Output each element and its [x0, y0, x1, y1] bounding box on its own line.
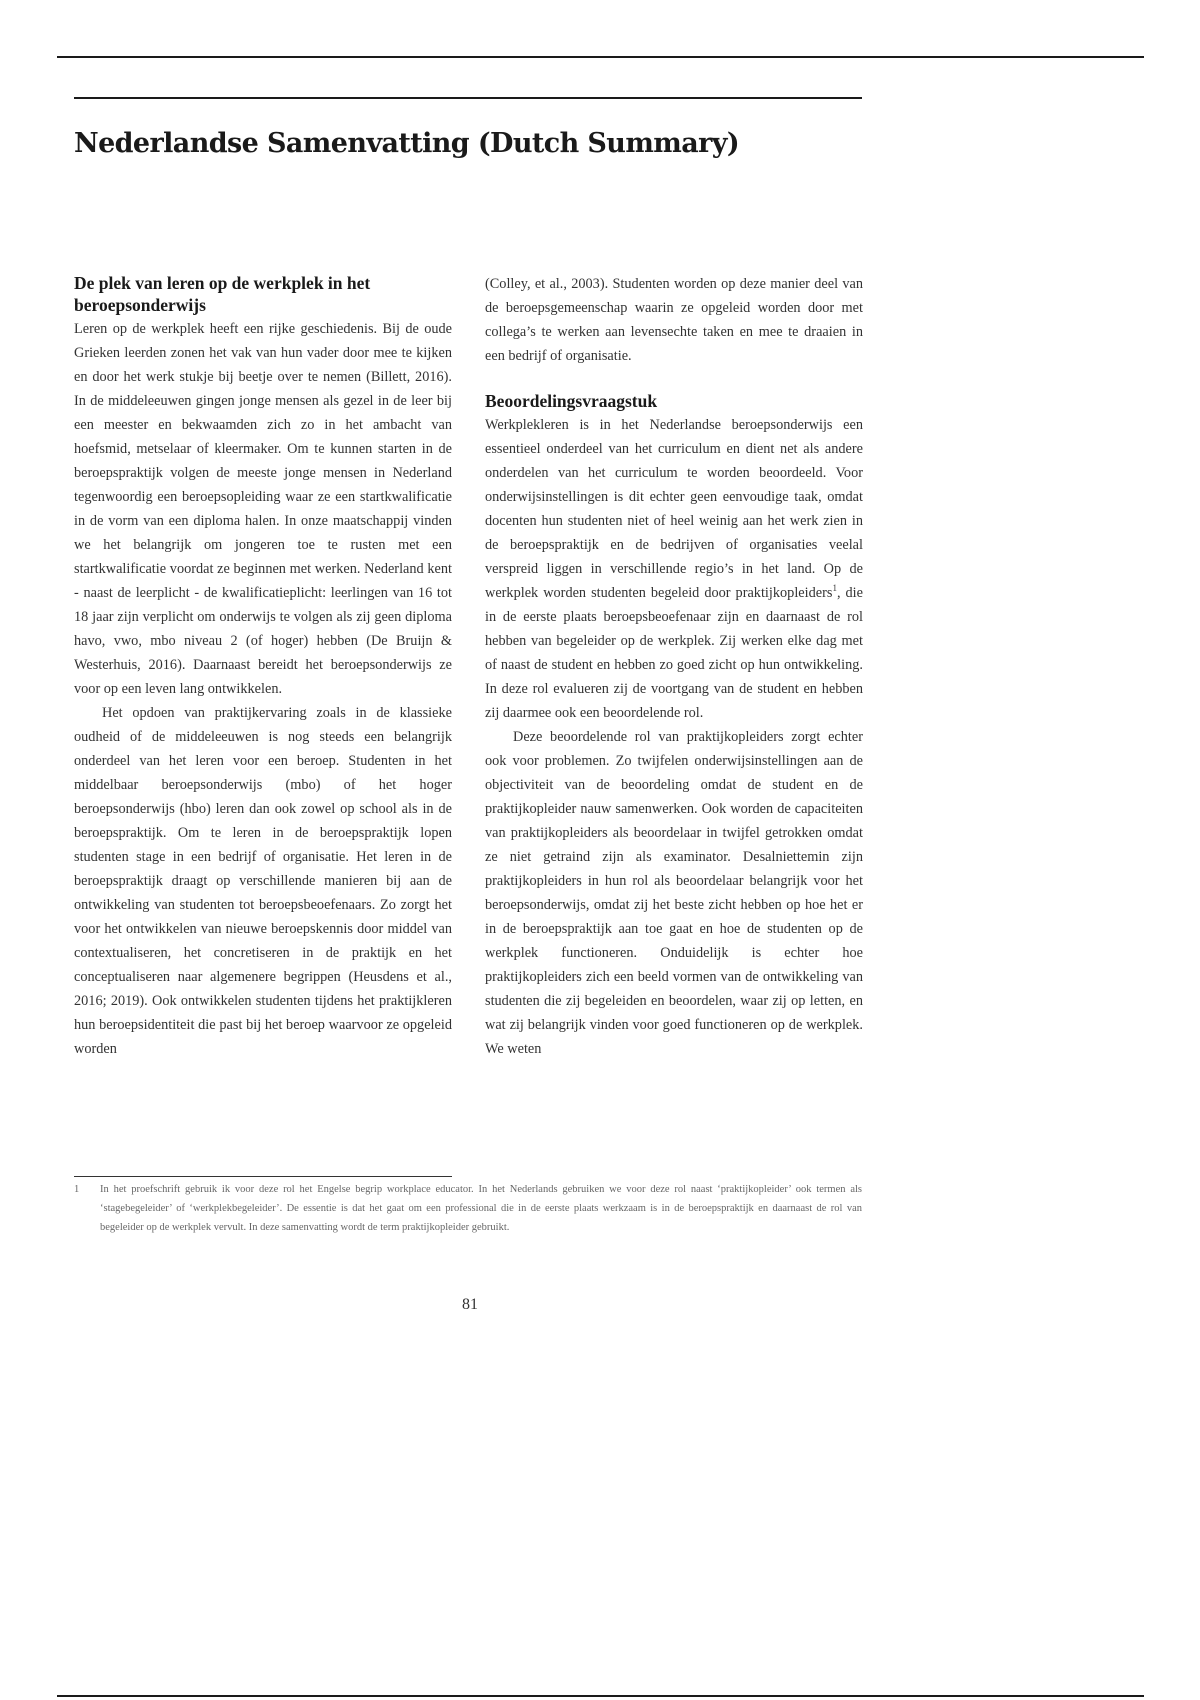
- footnote-rule: [74, 1176, 452, 1177]
- footnote-marker: 1: [74, 1184, 80, 1195]
- right-paragraph-2: Deze beoordelende rol van praktijkopleiders zorgt echter ook voor problemen. Zo twijfelen onderwijsinstellingen aan de objectiviteit van de beoordeling omdat de student en de praktijkopleider nauw samenwerken. Ook worden de capaciteiten van praktijkopleiders als beoordelaar in twijfel getrokken omdat ze niet getraind zijn als examinator. Desalniettemin zijn praktijkopleiders in hun rol als beoordelaar belangrijk voor het beroepsonderwijs, omdat zij het beste zicht hebben op hoe het er in de beroepspraktijk aan toe gaat en hoe de studenten op de werkplek functioneren. Onduidelijk is echter hoe praktijkopleiders zich een beeld vormen van de ontwikkeling van studenten die zij begeleiden en beoordelen, waar zij op letten, en wat zij belangrijk vinden voor goed functioneren op de werkplek. We weten: [485, 729, 863, 1057]
- right-paragraph-1-text-a: Werkplekleren is in het Nederlandse beroepsonderwijs een essentieel onderdeel van het curriculum en dient net als andere onderdelen van het curriculum te worden beoordeeld. Voor onderwijsinstellingen is dit echter geen eenvoudige taak, omdat docenten hun studenten niet of heel weinig aan het werk zien in de beroepspraktijk en de bedrijven of organisaties veelal verspreid liggen in verschillende regio’s in het land. Op de werkplek worden studenten begeleid door praktijkopleiders: [485, 417, 863, 601]
- left-column: [74, 272, 452, 1061]
- right-continuation-paragraph: (Colley, et al., 2003). Studenten worden op deze manier deel van de beroepsgemeenschap waarin ze opgeleid worden door met collega’s te werken aan levensechte taken en mee te draaien in een bedrijf of organisatie.: [485, 276, 863, 364]
- footnote-reference: 1: [832, 583, 837, 594]
- footnote-text: In het proefschrift gebruik ik voor deze rol het Engelse begrip workplace educator. In het Nederlands gebruiken we voor deze rol naast ‘praktijkopleider’ ook termen als ‘stagebegeleider’ of ‘werkplekbegeleider’. De essentie is dat het gaat om een professional die in de eerste plaats werkzaam is in de beroepspraktijk en daarnaast de rol van begeleider op de werkplek vervult. In deze samenvatting wordt de term praktijkopleider gebruikt.: [100, 1184, 862, 1233]
- section-heading-beoordelingsvraagstuk: Beoordelingsvraagstuk: [485, 391, 658, 411]
- right-paragraph-1: [485, 413, 863, 725]
- right-column: [485, 272, 863, 1061]
- footer-rule: [57, 1695, 1144, 1697]
- footnote: [74, 1180, 862, 1237]
- right-paragraph-1-text-b: , die in de eerste plaats beroepsbeoefenaar zijn en daarnaast de rol hebben van begeleider op de werkplek. Zij werken elke dag met of naast de student en hebben zo goed zicht op hun ontwikkeling. In deze rol evalueren zij de voortgang van de student en hebben zij daarmee ook een beoordelende rol.: [485, 585, 863, 721]
- section-heading-werkplek: De plek van leren op de werkplek in het beroepsonderwijs: [74, 273, 371, 315]
- header-rule: [57, 56, 1144, 58]
- page-number: 81: [462, 1296, 478, 1313]
- title-rule: [74, 97, 862, 99]
- left-paragraph-1: Leren op de werkplek heeft een rijke geschiedenis. Bij de oude Grieken leerden zonen het vak van hun vader door mee te kijken en door het werk stukje bij beetje over te nemen (Billett, 2016). In de middeleeuwen gingen jonge mensen als gezel in de leer bij een meester en bekwaamden zich zo in het ambacht van hoefsmid, metselaar of kleermaker. Om te kunnen starten in de beroepspraktijk volgen de meeste jonge mensen in Nederland tegenwoordig een beroepsopleiding waar ze een startkwalificatie in de vorm van een diploma halen. In onze maatschappij vinden we het belangrijk om jongeren toe te rusten met een startkwalificatie voordat ze beginnen met werken. Nederland kent - naast de leerplicht - de kwalificatieplicht: leerlingen van 16 tot 18 jaar zijn verplicht om onderwijs te volgen als zij geen diploma havo, vwo, mbo niveau 2 (of hoger) hebben (De Bruijn & Westerhuis, 2016). Daarnaast bereidt het beroepsonderwijs ze voor op een leven lang ontwikkelen.: [74, 321, 452, 697]
- page-title: Nederlandse Samenvatting (Dutch Summary): [74, 128, 740, 159]
- left-paragraph-2: Het opdoen van praktijkervaring zoals in de klassieke oudheid of de middeleeuwen is nog steeds een belangrijk onderdeel van het leren voor een beroep. Studenten in het middelbaar beroepsonderwijs (mbo) of het hoger beroepsonderwijs (hbo) leren dan ook zowel op school als in de beroepspraktijk. Om te leren in de beroepspraktijk lopen studenten stage in een bedrijf of organisatie. Het leren in de beroepspraktijk draagt op verschillende manieren bij aan de ontwikkeling van studenten tot beroepsbeoefenaars. Zo zorgt het voor het ontwikkelen van nieuwe beroepskennis door middel van contextualiseren, het concretiseren in de praktijk en het conceptualiseren naar algemenere begrippen (Heusdens et al., 2016; 2019). Ook ontwikkelen studenten tijdens het praktijkleren hun beroepsidentiteit die past bij het beroep waarvoor ze opgeleid worden: [74, 705, 452, 1057]
